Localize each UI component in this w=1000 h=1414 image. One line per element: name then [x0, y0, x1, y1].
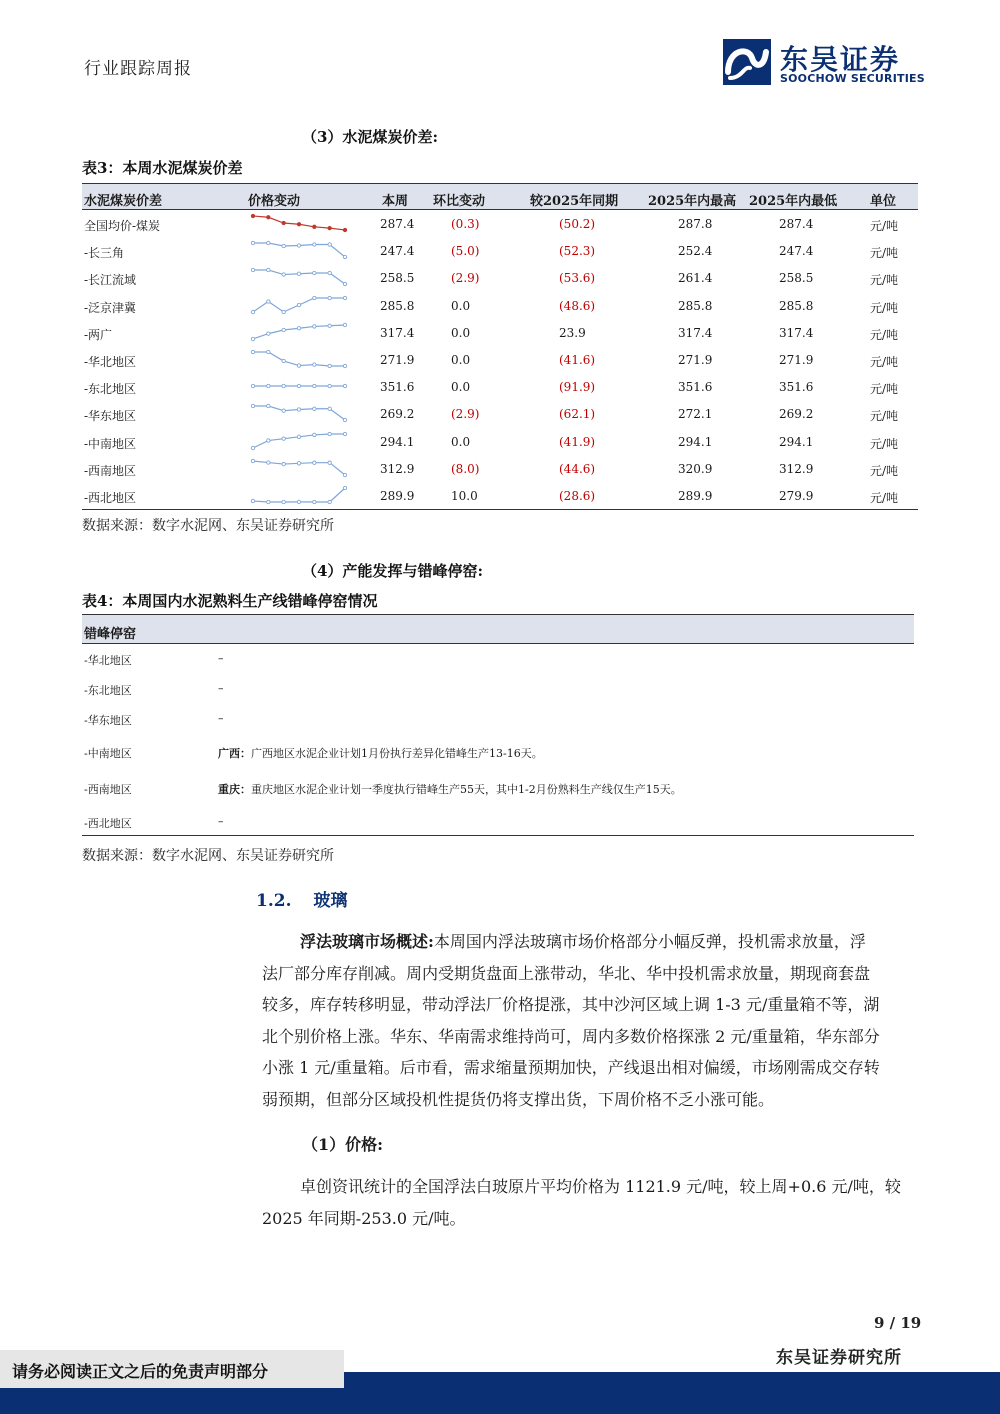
- cell-min: 279.9: [779, 488, 814, 503]
- trend-sparkline: [249, 348, 349, 370]
- cell-wow: (2.9): [451, 407, 480, 422]
- cell-min: 312.9: [779, 461, 814, 476]
- table4-header-row: [82, 614, 914, 644]
- cell-week: 247.4: [380, 244, 415, 259]
- cell-min: 317.4: [779, 325, 814, 340]
- cell-unit: 元/吨: [870, 273, 899, 288]
- sparkline-point: [343, 486, 346, 489]
- sparkline-point: [313, 296, 316, 299]
- sparkline-point: [251, 446, 254, 449]
- price-line: 卓创资讯统计的全国浮法白玻原片平均价格为 1121.9 元/吨，较上周+0.6 元/吨，较: [300, 1177, 901, 1196]
- sparkline-point: [343, 228, 346, 231]
- cell-yoy: (91.9): [559, 380, 596, 395]
- table4-source: 数据来源：数字水泥网、东吴证券研究所: [82, 848, 334, 864]
- trend-sparkline: [249, 457, 349, 479]
- cell-yoy: (41.6): [559, 352, 596, 367]
- cell-unit: 元/吨: [870, 300, 899, 315]
- region-name: -中南地区: [84, 747, 132, 760]
- sparkline-point: [267, 299, 270, 302]
- col-header-trend: 价格变动: [248, 194, 301, 209]
- sparkline-point: [282, 328, 285, 331]
- cell-unit: 元/吨: [870, 436, 899, 451]
- sparkline-point: [328, 243, 331, 246]
- table-row: [82, 373, 918, 400]
- sparkline-point: [328, 407, 331, 410]
- cell-max: 294.1: [678, 434, 713, 449]
- footer-institute: 东吴证券研究所: [776, 1348, 902, 1368]
- trend-sparkline: [249, 321, 349, 343]
- col-header-unit: 单位: [870, 194, 897, 209]
- sparkline-point: [343, 364, 346, 367]
- region-name: -东北地区: [84, 684, 132, 697]
- glass-overview-label: 浮法玻璃市场概述:: [300, 932, 434, 951]
- cell-name: 全国均价-煤炭: [84, 219, 161, 233]
- sparkline-point: [343, 432, 346, 435]
- sparkline-point: [328, 364, 331, 367]
- sparkline-point: [297, 435, 300, 438]
- sparkline-point: [251, 459, 254, 462]
- section3-heading: （3）水泥煤炭价差:: [302, 128, 438, 146]
- cell-wow: 0.0: [451, 352, 471, 367]
- table-row: [82, 482, 918, 509]
- cell-min: 271.9: [779, 352, 814, 367]
- cell-yoy: (62.1): [559, 407, 596, 422]
- glass-overview-line: [262, 926, 930, 958]
- table4-caption: 表4：本周国内水泥熟料生产线错峰停窑情况: [82, 592, 378, 610]
- cell-max: 317.4: [678, 325, 713, 340]
- sparkline-point: [328, 226, 331, 229]
- cell-min: 294.1: [779, 434, 814, 449]
- cell-unit: 元/吨: [870, 354, 899, 369]
- sparkline-point: [282, 273, 285, 276]
- cell-name: -华北地区: [84, 354, 137, 369]
- table3-caption: 表3：本周水泥煤炭价差: [82, 159, 243, 177]
- province-tag: 广西：: [218, 747, 251, 760]
- cell-max: 320.9: [678, 461, 713, 476]
- sparkline-point: [313, 461, 316, 464]
- col-header-name: 水泥煤炭价差: [84, 194, 163, 209]
- kiln-shutdown-table: [82, 614, 914, 838]
- cell-name: -华东地区: [84, 409, 137, 424]
- table-row: [82, 734, 914, 770]
- cell-week: 269.2: [380, 407, 415, 422]
- sparkline-point: [282, 462, 285, 465]
- cell-max: 285.8: [678, 298, 713, 313]
- cell-week: 271.9: [380, 352, 415, 367]
- shutdown-detail: [218, 682, 224, 695]
- table3-body: [82, 210, 918, 509]
- glass-overview-line: 较多，库存转移明显，带动浮法厂价格提涨，其中沙河区域上调 1-3 元/重量箱不等，湖: [262, 995, 880, 1014]
- cell-yoy: (50.2): [559, 217, 596, 231]
- sparkline-point: [297, 408, 300, 411]
- col-header-wow: 环比变动: [433, 194, 486, 209]
- sparkline-point: [282, 409, 285, 412]
- sparkline-point: [313, 363, 316, 366]
- sparkline-point: [267, 269, 270, 272]
- sparkline-point: [282, 384, 285, 387]
- sparkline-point: [267, 500, 270, 503]
- sparkline-point: [251, 310, 254, 313]
- shutdown-text: 广西地区水泥企业计划1月份执行差异化错峰生产13-16天。: [251, 747, 543, 760]
- cell-wow: (8.0): [451, 461, 480, 476]
- shutdown-detail: [218, 712, 224, 725]
- shutdown-text: –: [218, 682, 224, 695]
- table-row: [82, 210, 918, 237]
- soochow-logo-icon: [722, 38, 772, 86]
- table3-header-row: [82, 183, 918, 210]
- sparkline-point: [297, 223, 300, 226]
- col-header-week: 本周: [382, 194, 409, 209]
- trend-sparkline: [249, 239, 349, 261]
- table-row: [82, 346, 918, 373]
- sparkline-point: [282, 500, 285, 503]
- company-logo: [722, 38, 932, 90]
- cell-wow: 0.0: [451, 434, 471, 449]
- cell-yoy: (44.6): [559, 461, 596, 476]
- sparkline-point: [328, 296, 331, 299]
- sparkline-point: [251, 384, 254, 387]
- sparkline-point: [328, 432, 331, 435]
- sparkline-point: [343, 255, 346, 258]
- cell-name: -长三角: [84, 246, 125, 261]
- sparkline-point: [313, 384, 316, 387]
- table-row: [82, 770, 914, 806]
- sparkline-point: [267, 216, 270, 219]
- province-tag: 重庆：: [218, 783, 251, 796]
- cell-wow: (0.3): [451, 217, 480, 231]
- cell-name: -西北地区: [84, 490, 137, 505]
- cell-week: 289.9: [380, 488, 415, 503]
- cell-unit: 元/吨: [870, 246, 899, 261]
- sparkline-point: [328, 272, 331, 275]
- price-paragraph: [262, 1171, 930, 1234]
- shutdown-text: –: [218, 652, 224, 665]
- sparkline-point: [297, 500, 300, 503]
- cell-name: -中南地区: [84, 436, 137, 451]
- sparkline-point: [267, 438, 270, 441]
- cell-unit: 元/吨: [870, 463, 899, 478]
- cell-wow: 0.0: [451, 380, 471, 395]
- table3-source: 数据来源：数字水泥网、东吴证券研究所: [82, 518, 334, 534]
- cell-max: 252.4: [678, 244, 713, 259]
- cell-week: 312.9: [380, 461, 415, 476]
- sparkline-point: [251, 350, 254, 353]
- region-name: -华北地区: [84, 654, 132, 667]
- cell-week: 351.6: [380, 380, 415, 395]
- sparkline-point: [313, 500, 316, 503]
- trend-sparkline: [249, 430, 349, 452]
- table-row: [82, 264, 918, 291]
- sparkline-point: [313, 433, 316, 436]
- cell-unit: 元/吨: [870, 219, 899, 233]
- sparkline-point: [313, 272, 316, 275]
- sparkline-point: [251, 241, 254, 244]
- sparkline-point: [313, 243, 316, 246]
- shutdown-text: –: [218, 815, 224, 828]
- section4-heading: （4）产能发挥与错峰停窑:: [302, 562, 483, 580]
- sparkline-point: [297, 272, 300, 275]
- col-header-min: 2025年内最低: [749, 194, 838, 209]
- cell-min: 351.6: [779, 380, 814, 395]
- sparkline-point: [343, 296, 346, 299]
- glass-section-heading: [256, 886, 348, 911]
- sparkline-point: [282, 221, 285, 224]
- shutdown-text: –: [218, 712, 224, 725]
- trend-sparkline: [249, 484, 349, 506]
- trend-sparkline: [249, 402, 349, 424]
- cell-week: 287.4: [380, 217, 415, 231]
- cell-max: 271.9: [678, 352, 713, 367]
- cell-yoy: (48.6): [559, 298, 596, 313]
- sparkline-point: [343, 283, 346, 286]
- table-row: [82, 674, 914, 704]
- cell-min: 247.4: [779, 244, 814, 259]
- cell-min: 287.4: [779, 217, 814, 231]
- sparkline-point: [297, 244, 300, 247]
- cell-name: -泛京津冀: [84, 300, 137, 315]
- sparkline-point: [328, 324, 331, 327]
- table-row: [82, 400, 918, 427]
- shutdown-detail: [218, 745, 543, 761]
- cell-unit: 元/吨: [870, 409, 899, 424]
- cell-name: -西南地区: [84, 463, 137, 478]
- sparkline-point: [282, 436, 285, 439]
- disclaimer-text: 请务必阅读正文之后的免责声明部分: [12, 1362, 269, 1381]
- sparkline-point: [343, 323, 346, 326]
- shutdown-detail: [218, 815, 224, 828]
- sparkline-point: [313, 324, 316, 327]
- table-row: [82, 704, 914, 734]
- cell-yoy: (53.6): [559, 271, 596, 286]
- trend-sparkline: [249, 212, 349, 234]
- glass-overview-line: 法厂部分库存削减。周内受期货盘面上涨带动，华北、华中投机需求放量，期现商套盘: [262, 963, 871, 983]
- sparkline-point: [297, 384, 300, 387]
- disclaimer-box[interactable]: [0, 1350, 344, 1390]
- cell-max: 287.8: [678, 217, 713, 231]
- table-row: [82, 644, 914, 674]
- sparkline-point: [343, 384, 346, 387]
- glass-section-number: 1.2.: [256, 891, 292, 911]
- shutdown-detail: [218, 652, 224, 665]
- sparkline-point: [282, 359, 285, 362]
- cell-max: 272.1: [678, 407, 713, 422]
- shutdown-text: 重庆地区水泥企业计划一季度执行错峰生产55天，其中1-2月份熟料生产线仅生产15天。: [251, 783, 682, 796]
- glass-overview-line: 小涨 1 元/重量箱。后市看，需求缩量预期加快，产线退出相对偏缓，市场刚需成交存转: [262, 1058, 880, 1077]
- cement-coal-spread-table: [82, 183, 918, 510]
- cell-wow: 0.0: [451, 325, 471, 340]
- cell-yoy: (41.9): [559, 434, 596, 449]
- table-row: [82, 428, 918, 455]
- sparkline-point: [297, 364, 300, 367]
- report-type-title: 行业跟踪周报: [84, 59, 192, 79]
- col-header-yoy: 较2025年同期: [530, 194, 619, 209]
- glass-section-title: 玻璃: [313, 891, 348, 911]
- sparkline-point: [251, 337, 254, 340]
- trend-sparkline: [249, 375, 349, 397]
- sparkline-point: [267, 350, 270, 353]
- region-name: -西北地区: [84, 817, 132, 830]
- sparkline-point: [282, 244, 285, 247]
- glass-overview-line: 北个别价格上涨。华东、华南需求维持尚可，周内多数价格探涨 2 元/重量箱，华东部分: [262, 1026, 880, 1046]
- table-row: [82, 237, 918, 264]
- price-subheading: （1）价格:: [302, 1135, 384, 1154]
- table4-bottom-rule: [82, 835, 914, 836]
- cell-wow: (5.0): [451, 244, 480, 259]
- cell-week: 285.8: [380, 298, 415, 313]
- sparkline-point: [282, 310, 285, 313]
- cell-max: 261.4: [678, 271, 713, 286]
- cell-name: -长江流域: [84, 273, 137, 288]
- sparkline-point: [267, 241, 270, 244]
- cell-max: 289.9: [678, 488, 713, 503]
- sparkline-point: [328, 500, 331, 503]
- glass-overview-paragraph: [262, 926, 930, 1115]
- sparkline-point: [343, 473, 346, 476]
- glass-overview-line: 弱预期，但部分区域投机性提货仍将支撑出货，下周价格不乏小涨可能。: [262, 1089, 775, 1109]
- sparkline-point: [251, 499, 254, 502]
- cell-unit: 元/吨: [870, 490, 899, 505]
- sparkline-point: [251, 214, 254, 217]
- sparkline-point: [297, 303, 300, 306]
- sparkline-point: [328, 384, 331, 387]
- logo-chinese-name: 东吴证券: [780, 43, 901, 76]
- cell-yoy: 23.9: [559, 325, 586, 340]
- logo-english-name: SOOCHOW SECURITIES: [780, 72, 925, 85]
- cell-name: -东北地区: [84, 382, 137, 397]
- sparkline-point: [313, 407, 316, 410]
- sparkline-point: [343, 419, 346, 422]
- glass-overview-first: 本周国内浮法玻璃市场价格部分小幅反弹，投机需求放量，浮: [433, 932, 866, 951]
- sparkline-point: [328, 461, 331, 464]
- sparkline-point: [297, 326, 300, 329]
- cell-wow: 10.0: [451, 488, 478, 503]
- table-row: [82, 319, 918, 346]
- trend-sparkline: [249, 266, 349, 288]
- sparkline-point: [267, 332, 270, 335]
- shutdown-detail: [218, 781, 682, 797]
- sparkline-point: [297, 461, 300, 464]
- sparkline-point: [267, 461, 270, 464]
- page-number: 9 / 19: [874, 1314, 922, 1332]
- table-row: [82, 455, 918, 482]
- table-row: [82, 806, 914, 838]
- sparkline-point: [267, 405, 270, 408]
- cell-max: 351.6: [678, 380, 713, 395]
- cell-week: 294.1: [380, 434, 415, 449]
- cell-yoy: (52.3): [559, 244, 596, 259]
- cell-yoy: (28.6): [559, 488, 596, 503]
- table3-bottom-rule: [82, 509, 918, 510]
- price-line: 2025 年同期-253.0 元/吨。: [262, 1208, 466, 1228]
- table-row: [82, 292, 918, 319]
- cell-week: 258.5: [380, 271, 415, 286]
- cell-min: 258.5: [779, 271, 814, 286]
- col-header-max: 2025年内最高: [648, 194, 737, 209]
- cell-min: 285.8: [779, 298, 814, 313]
- sparkline-point: [251, 405, 254, 408]
- cell-wow: (2.9): [451, 271, 480, 286]
- region-name: -西南地区: [84, 783, 132, 796]
- cell-name: -两广: [84, 327, 113, 342]
- cell-unit: 元/吨: [870, 382, 899, 397]
- cell-unit: 元/吨: [870, 327, 899, 342]
- table4-header-label: 错峰停窑: [84, 627, 137, 642]
- cell-wow: 0.0: [451, 298, 471, 313]
- cell-week: 317.4: [380, 325, 415, 340]
- sparkline-point: [251, 269, 254, 272]
- region-name: -华东地区: [84, 714, 132, 727]
- trend-sparkline: [249, 294, 349, 316]
- sparkline-point: [267, 384, 270, 387]
- sparkline-point: [313, 225, 316, 228]
- cell-min: 269.2: [779, 407, 814, 422]
- table4-body: [82, 644, 914, 838]
